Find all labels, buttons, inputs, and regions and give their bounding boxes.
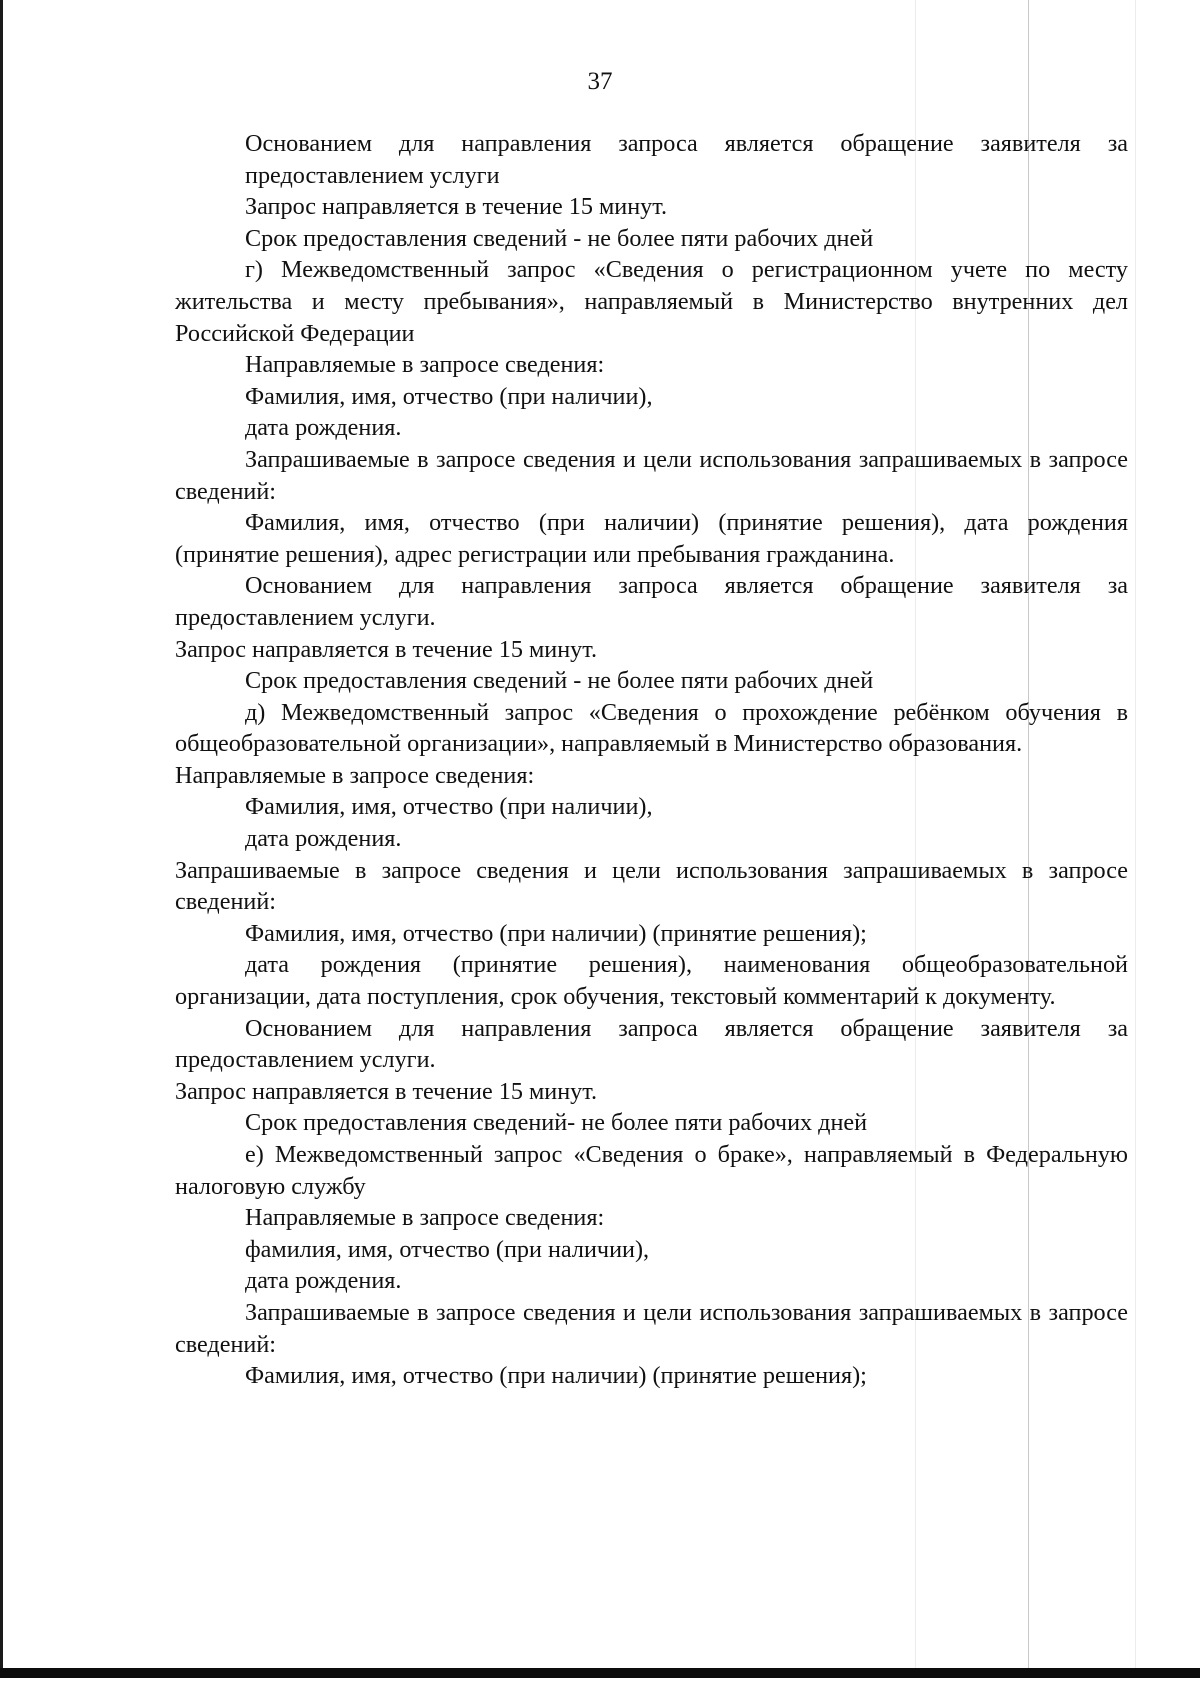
paragraph: Основанием для направления запроса является обращение заявителя за предоставлением услуги. bbox=[175, 572, 1128, 631]
paragraph: Фамилия, имя, отчество (при наличии), bbox=[245, 382, 653, 410]
paragraph: Направляемые в запросе сведения: bbox=[245, 351, 605, 379]
paragraph: Срок предоставления сведений- не более пяти рабочих дней bbox=[245, 1109, 868, 1137]
paragraph: Фамилия, имя, отчество (при наличии) (принятие решения), дата рождения (принятие решения), адрес регистрации или пребывания гражданина. bbox=[175, 509, 1128, 568]
paragraph: Основанием для направления запроса является обращение заявителя за предоставлением услуги. bbox=[175, 1014, 1128, 1074]
paragraph: Направляемые в запросе сведения: bbox=[175, 761, 535, 789]
scan-bottom-border bbox=[0, 1668, 1200, 1678]
paragraph: Фамилия, имя, отчество (при наличии), bbox=[245, 793, 653, 821]
paragraph: Запрос направляется в течение 15 минут. bbox=[175, 1077, 598, 1105]
paragraph: дата рождения. bbox=[245, 825, 402, 853]
paragraph: дата рождения. bbox=[245, 1267, 402, 1295]
paragraph: Основанием для направления запроса является обращение заявителя за предоставлением услуги bbox=[245, 130, 1128, 189]
paragraph: Фамилия, имя, отчество (при наличии) (принятие решения); bbox=[245, 1362, 867, 1390]
paragraph: Фамилия, имя, отчество (при наличии) (принятие решения); bbox=[245, 919, 867, 947]
paragraph: Запрос направляется в течение 15 минут. bbox=[245, 193, 668, 221]
paragraph: дата рождения. bbox=[245, 414, 402, 442]
paragraph: Срок предоставления сведений - не более пяти рабочих дней bbox=[245, 224, 874, 252]
paragraph: Запрашиваемые в запросе сведения и цели использования запрашиваемых в запросе сведений: bbox=[175, 445, 1128, 505]
paragraph: е) Межведомственный запрос «Сведения о браке», направляемый в Федеральную налоговую службу bbox=[175, 1141, 1128, 1200]
document-body bbox=[175, 128, 1128, 1392]
paragraph: г) Межведомственный запрос «Сведения о регистрационном учете по месту жительства и месту пребывания», направляемый в Министерство внутренних дел Российской Федерации bbox=[175, 256, 1128, 347]
paragraph: дата рождения (принятие решения), наименования общеобразовательной организации, дата поступления, срок обучения, текстовый комментарий к документу. bbox=[175, 951, 1128, 1011]
page-number: 37 bbox=[587, 68, 613, 95]
paragraph: Направляемые в запросе сведения: bbox=[245, 1204, 605, 1232]
paragraph: д) Межведомственный запрос «Сведения о прохождение ребёнком обучения в общеобразовательной организации», направляемый в Министерство образования. bbox=[175, 698, 1128, 758]
paragraph: Запрос направляется в течение 15 минут. bbox=[175, 635, 598, 663]
paragraph: Запрашиваемые в запросе сведения и цели использования запрашиваемых в запросе сведений: bbox=[175, 856, 1128, 916]
paragraph: фамилия, имя, отчество (при наличии), bbox=[245, 1235, 650, 1263]
scan-left-border bbox=[0, 0, 3, 1670]
paragraph: Запрашиваемые в запросе сведения и цели использования запрашиваемых в запросе сведений: bbox=[175, 1298, 1128, 1358]
scan-artifact-line bbox=[1135, 0, 1136, 1668]
paragraph: Срок предоставления сведений - не более пяти рабочих дней bbox=[245, 667, 874, 695]
